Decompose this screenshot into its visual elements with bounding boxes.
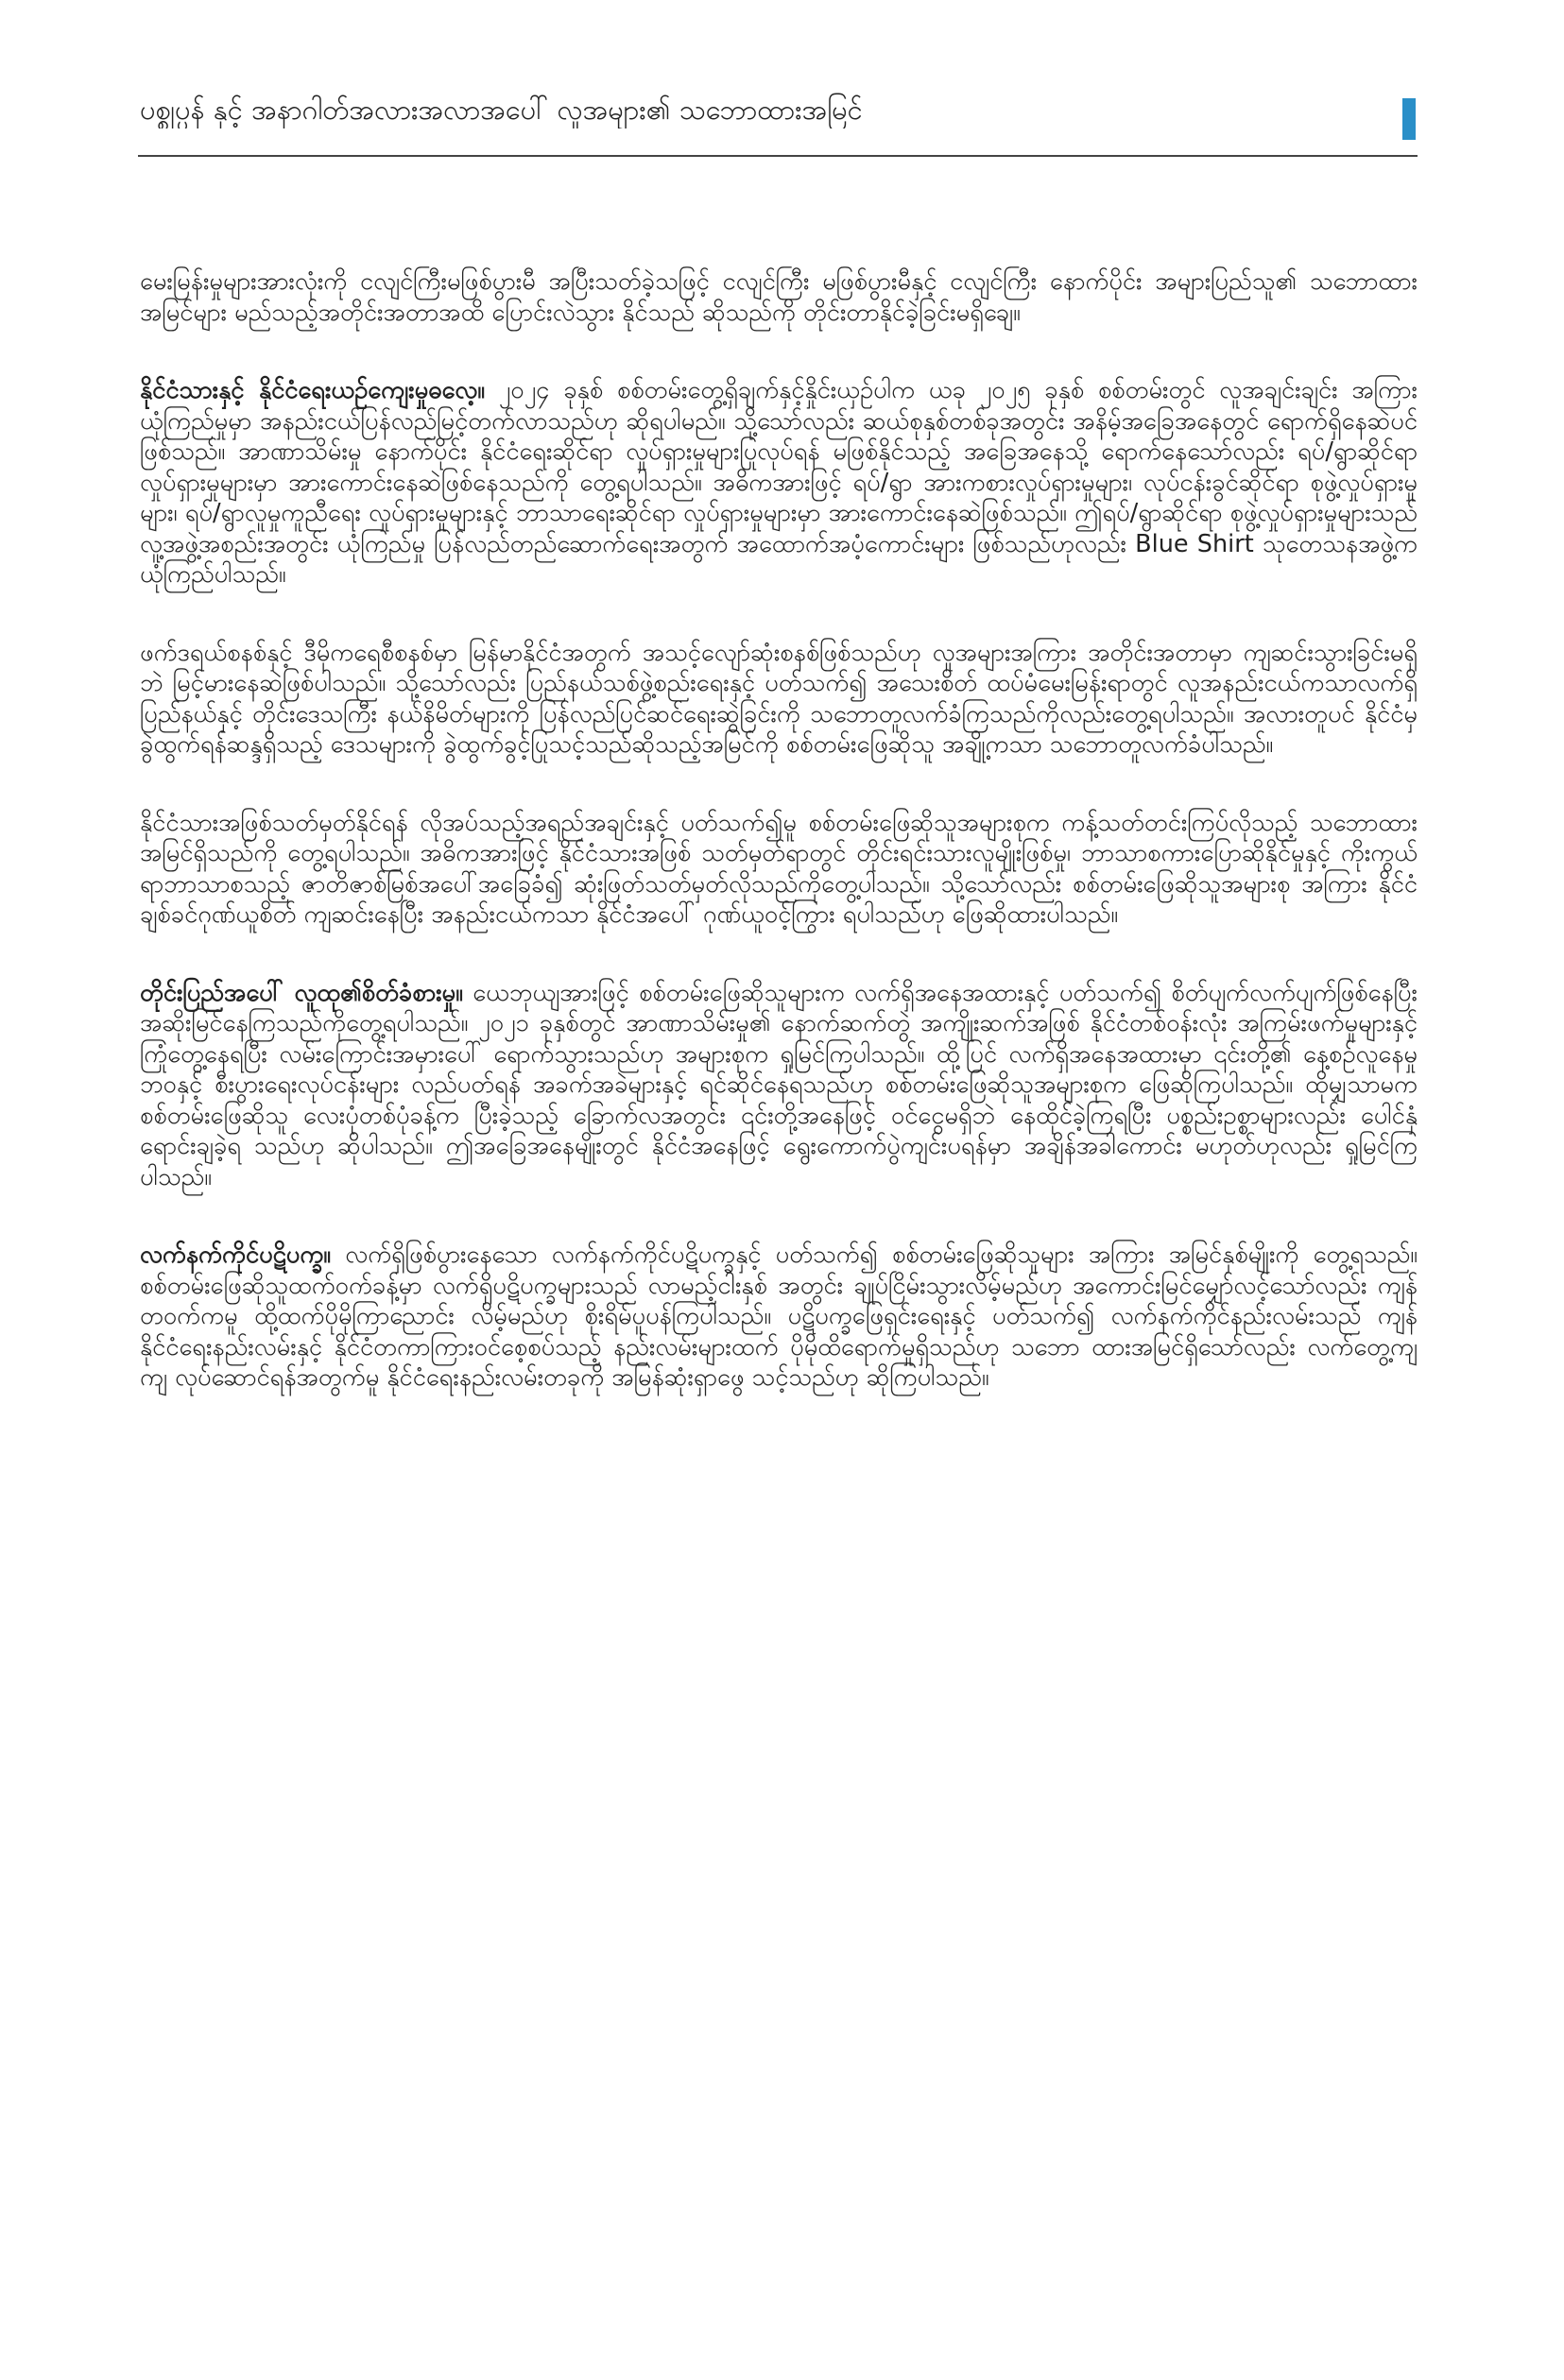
paragraph-civic-culture [140,375,1418,591]
paragraph-lead: နိုင်ငံသားနှင့် နိုင်ငံရေးယဉ်ကျေးမှုဓလေ့။ [140,376,485,404]
paragraph-lead: တိုင်းပြည်အပေါ် လူထု၏စိတ်ခံစားမှု။ [140,978,463,1007]
running-header: ပစ္စုပ္ပန် နှင့် အနာဂါတ်အလားအလာအပေါ် လူအများ၏ သဘောထားအမြင် [140,94,863,126]
paragraph-text: နိုင်ငံသားအဖြစ်သတ်မှတ်နိုင်ရန် လိုအပ်သည့်အရည်အချင်းနှင့် ပတ်သက်၍မူ စစ်တမ်းဖြေဆိုသူအများစုက ကန့်သတ်တင်းကြပ်လိုသည့် သဘောထားအမြင်ရှိသည်ကို တွေ့ရပါသည်။ အဓိကအားဖြင့် နိုင်ငံသားအဖြစ် သတ်မှတ်ရာတွင် တိုင်းရင်းသားလူမျိုးဖြစ်မှု၊ ဘာသာစကားပြောဆိုနိုင်မှုနှင့် ကိုးကွယ်ရာဘာသာစသည့် ဇာတိဇာစ်မြစ်အပေါ်အခြေခံ၍ ဆုံးဖြတ်သတ်မှတ်လိုသည်ကိုတွေ့ပါသည်။ သို့သော်လည်း စစ်တမ်းဖြေဆိုသူအများစု အကြား နိုင်ငံချစ်ခင်ဂုဏ်ယူစိတ် ကျဆင်းနေပြီး အနည်းငယ်ကသာ နိုင်ငံအပေါ် ဂုဏ်ယူဝင့်ကြွား ရပါသည်ဟု ဖြေဆိုထားပါသည်။ [140,808,1418,929]
paragraph-text: ၂၀၂၄ ခုနှစ် စစ်တမ်းတွေ့ရှိချက်နှင့်နှိုင်းယှဉ်ပါက ယခု ၂၀၂၅ ခုနှစ် စစ်တမ်းတွင် လူအချင်းချင်း အကြားယုံကြည်မှုမှာ အနည်းငယ်ပြန်လည်မြင့်တက်လာသည်ဟု ဆိုရပါမည်။ သို့သော်လည်း ဆယ်စုနှစ်တစ်ခုအတွင်း အနိမ့်အခြေအနေတွင် ရောက်ရှိနေဆဲပင်ဖြစ်သည်။ အာဏာသိမ်းမှု နောက်ပိုင်း နိုင်ငံရေးဆိုင်ရာ လှုပ်ရှားမှုများပြုလုပ်ရန် မဖြစ်နိုင်သည့် အခြေအနေသို့ ရောက်နေသော်လည်း ရပ်/ရွာဆိုင်ရာ လှုပ်ရှားမှုများမှာ အားကောင်းနေဆဲဖြစ်နေသည်ကို တွေ့ရပါသည်။ အဓိကအားဖြင့် ရပ်/ရွာ အားကစားလှုပ်ရှားမှုများ၊ လုပ်ငန်းခွင်ဆိုင်ရာ စုဖွဲ့လှုပ်ရှားမှုများ၊ ရပ်/ရွာလူမှုကူညီရေး လှုပ်ရှားမှုများနှင့် ဘာသာရေးဆိုင်ရာ လှုပ်ရှားမှုများမှာ အားကောင်းနေဆဲဖြစ်သည်။ ဤရပ်/ရွာဆိုင်ရာ စုဖွဲ့လှုပ်ရှားမှုများသည် လူ့အဖွဲ့အစည်းအတွင်း ယုံကြည်မှု ပြန်လည်တည်ဆောက်ရေးအတွက် အထောက်အပံ့ကောင်းများ ဖြစ်သည်ဟုလည်း Blue Shirt သုတေသနအဖွဲ့က ယုံကြည်ပါသည်။ [140,376,1418,589]
document-body [140,266,1418,1441]
header-divider [138,155,1418,157]
paragraph-intro [140,266,1418,328]
paragraph-public-sentiment [140,978,1418,1193]
paragraph-text: မေးမြန်းမှုများအားလုံးကို ငလျင်ကြီးမဖြစ်ပွားမီ အပြီးသတ်ခဲ့သဖြင့် ငလျင်ကြီး မဖြစ်ပွားမီနှင့် ငလျင်ကြီး နောက်ပိုင်း အများပြည်သူ၏ သဘောထားအမြင်များ မည်သည့်အတိုင်းအတာအထိ ပြောင်းလဲသွား နိုင်သည် ဆိုသည်ကို တိုင်းတာနိုင်ခဲ့ခြင်းမရှိချေ။ [140,267,1418,327]
paragraph-text: လက်ရှိဖြစ်ပွားနေသော လက်နက်ကိုင်ပဋိပက္ခနှင့် ပတ်သက်၍ စစ်တမ်းဖြေဆိုသူများ အကြား အမြင်နှစ်မျိုးကို တွေ့ရသည်။ စစ်တမ်းဖြေဆိုသူထက်ဝက်ခန့်မှာ လက်ရှိပဋိပက္ခများသည် လာမည့်ငါးနှစ် အတွင်း ချုပ်ငြိမ်းသွားလိမ့်မည်ဟု အကောင်းမြင်မျှော်လင့်သော်လည်း ကျန်တဝက်ကမူ ထို့ထက်ပိုမိုကြာညောင်း လိမ့်မည်ဟု စိုးရိမ်ပူပန်ကြပါသည်။ ပဋိပက္ခဖြေရှင်းရေးနှင့် ပတ်သက်၍ လက်နက်ကိုင်နည်းလမ်းသည် ကျန် နိုင်ငံရေးနည်းလမ်းနှင့် နိုင်ငံတကာကြားဝင်စေ့စပ်သည့် နည်းလမ်းများထက် ပိုမိုထိရောက်မှုရှိသည်ဟု သဘော ထားအမြင်ရှိသော်လည်း လက်တွေ့ကျကျ လုပ်ဆောင်ရန်အတွက်မူ နိုင်ငံရေးနည်းလမ်းတခုကို အမြန်ဆုံးရှာဖွေ သင့်သည်ဟု ဆိုကြပါသည်။ [140,1241,1418,1392]
paragraph-armed-conflict [140,1240,1418,1394]
paragraph-citizenship [140,808,1418,931]
paragraph-lead: လက်နက်ကိုင်ပဋိပက္ခ။ [140,1241,332,1269]
paragraph-text: ဖက်ဒရယ်စနစ်နှင့် ဒီမိုကရေစီစနစ်မှာ မြန်မာနိုင်ငံအတွက် အသင့်လျော်ဆုံးစနစ်ဖြစ်သည်ဟု လူအများအကြား အတိုင်းအတာမှာ ကျဆင်းသွားခြင်းမရှိဘဲ မြင့်မားနေဆဲဖြစ်ပါသည်။ သို့သော်လည်း ပြည်နယ်သစ်ဖွဲ့စည်းရေးနှင့် ပတ်သက်၍ အသေးစိတ် ထပ်မံမေးမြန်းရာတွင် လူအနည်းငယ်ကသာလက်ရှိ ပြည်နယ်နှင့် တိုင်းဒေသကြီး နယ်နိမိတ်များကို ပြန်လည်ပြင်ဆင်ရေးဆွဲခြင်းကို သဘောတူလက်ခံကြသည်ကိုလည်းတွေ့ရပါသည်။ အလားတူပင် နိုင်ငံမှခွဲထွက်ရန်ဆန္ဒရှိသည့် ဒေသများကို ခွဲထွက်ခွင့်ပြုသင့်သည်ဆိုသည့်အမြင်ကို စစ်တမ်းဖြေဆိုသူ အချို့ကသာ သဘောတူလက်ခံပါသည်။ [140,638,1418,759]
paragraph-federalism [140,638,1418,761]
header-accent-bar [1402,98,1416,140]
paragraph-text: ယေဘုယျအားဖြင့် စစ်တမ်းဖြေဆိုသူများက လက်ရှိအနေအထားနှင့် ပတ်သက်၍ စိတ်ပျက်လက်ပျက်ဖြစ်နေပြီး အဆိုးမြင်နေကြသည်ကိုတွေ့ရပါသည်။ ၂၀၂၁ ခုနှစ်တွင် အာဏာသိမ်းမှု၏ နောက်ဆက်တွဲ အကျိုးဆက်အဖြစ် နိုင်ငံတစ်ဝန်းလုံး အကြမ်းဖက်မှုများနှင့် ကြုံတွေ့နေရပြီး လမ်းကြောင်းအမှားပေါ် ရောက်သွားသည်ဟု အများစုက ရှုမြင်ကြပါသည်။ ထို့ပြင် လက်ရှိအနေအထားမှာ ၎င်းတို့၏ နေ့စဉ်လူနေမှုဘဝနှင့် စီးပွားရေးလုပ်ငန်းများ လည်ပတ်ရန် အခက်အခဲများနှင့် ရင်ဆိုင်နေရသည်ဟု စစ်တမ်းဖြေဆိုသူအများစုက ဖြေဆိုကြပါသည်။ ထိုမျှသာမက စစ်တမ်းဖြေဆိုသူ လေးပုံတစ်ပုံခန့်က ပြီးခဲ့သည့် ခြောက်လအတွင်း ၎င်းတို့အနေဖြင့် ဝင်ငွေမရှိဘဲ နေထိုင်ခဲ့ကြရပြီး ပစ္စည်းဥစ္စာများလည်း ပေါင်နှံရောင်းချခဲ့ရ သည်ဟု ဆိုပါသည်။ ဤအခြေအနေမျိုးတွင် နိုင်ငံအနေဖြင့် ရွေးကောက်ပွဲကျင်းပရန်မှာ အချိန်အခါကောင်း မဟုတ်ဟုလည်း ရှုမြင်ကြပါသည်။ [140,978,1418,1191]
